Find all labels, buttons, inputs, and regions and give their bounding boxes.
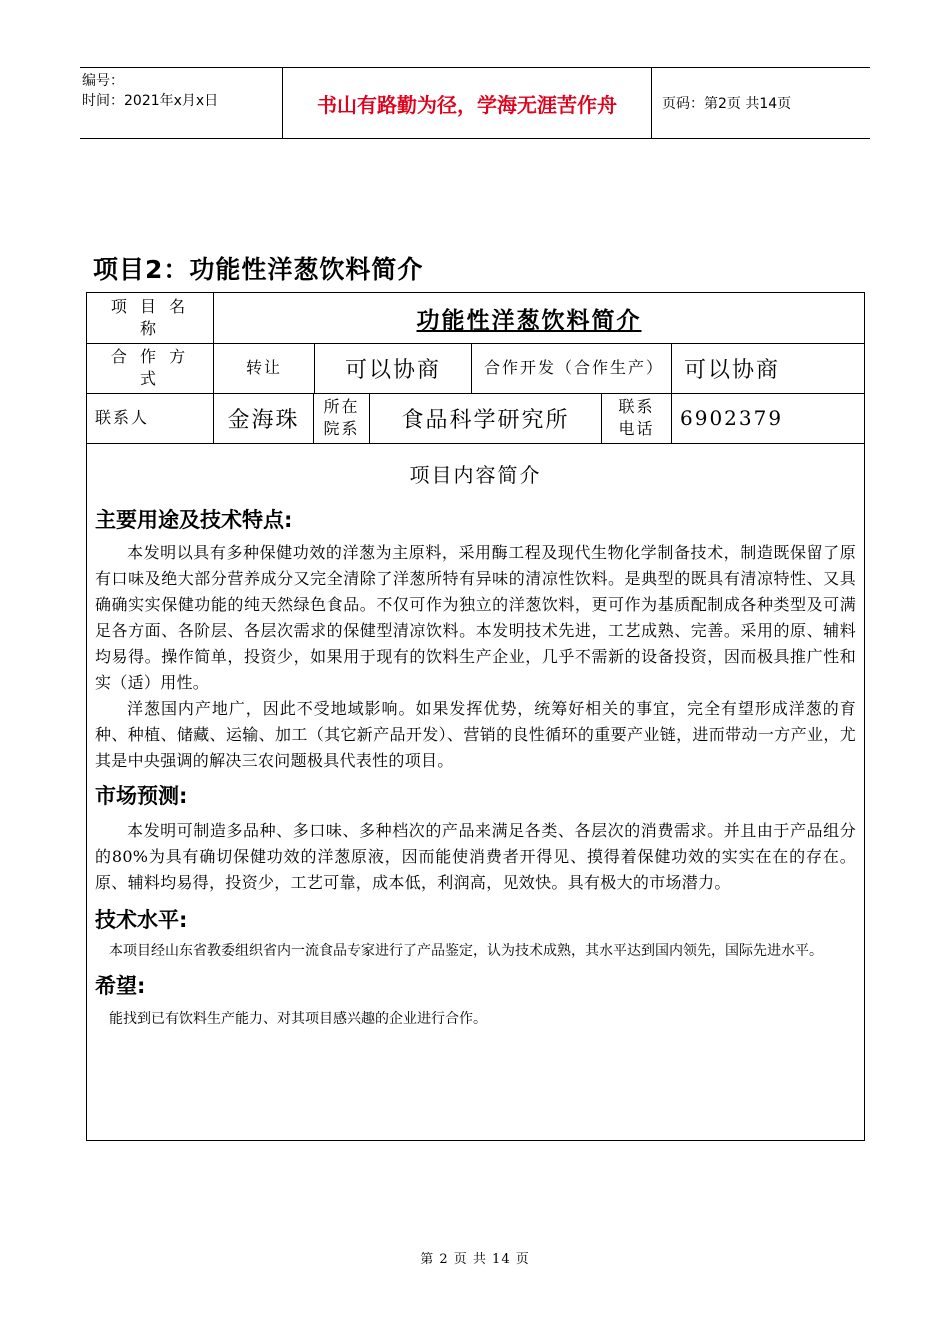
phone-label: 联系电话 [602,393,672,443]
section-heading: 市场预测: [95,784,188,808]
contact-label: 联系人 [87,393,214,443]
section-paragraph: 本发明可制造多品种、多口味、多种档次的产品来满足各类、各层次的消费需求。并且由于产品组分的80%为具有确切保健功效的洋葱原液，因而能使消费者开得见、摸得着保健功效的实实在在的存在。原、辅料均易得，投资少，工艺可靠，成本低，利润高，见效快。具有极大的市场潜力。 [95,821,856,892]
section-market [95,780,856,896]
document-number: 编号： [82,73,124,89]
joint-dev-label: 合作开发（合作生产） [472,343,672,393]
document-date: 时间：2021年x月x日 [82,93,219,109]
header-page-code: 页码：第2页 共14页 [662,96,792,112]
page-footer: 第 2 页 共 14 页 [420,1252,530,1267]
contact-value: 金海珠 [214,393,314,443]
project-title: 项目2：功能性洋葱饮料简介 [93,255,424,284]
project-table [86,292,865,1141]
section-paragraph: 能找到已有饮料生产能力、对其项目感兴趣的企业进行合作。 [109,1011,487,1027]
joint-dev-value: 可以协商 [684,357,781,383]
header-meta [80,68,282,138]
section-technology [95,904,856,964]
project-content [87,443,864,1140]
section-heading: 主要用途及技术特点: [95,508,293,532]
project-name-value-cell [214,293,864,343]
section-paragraph: 本项目经山东省教委组织省内一流食品专家进行了产品鉴定，认为技术成熟，其水平达到国内领先，国际先进水平。 [109,943,823,959]
section-heading: 技术水平: [95,908,188,932]
project-name-row [87,293,864,344]
transfer-label: 转让 [214,343,315,393]
section-heading: 希望: [95,974,146,998]
cooperation-label: 合 作 方 式 [87,343,214,393]
project-name-label: 项 目 名 称 [87,293,214,343]
page-header [80,67,870,139]
section-paragraph: 本发明以具有多种保健功效的洋葱为主原料，采用酶工程及现代生物化学制备技术，制造既保留了原有口味及绝大部分营养成分又完全清除了洋葱所特有异味的清凉性饮料。是典型的既具有清凉特性、又具确确实实保健功能的纯天然绿色食品。不仅可作为独立的洋葱饮料，更可作为基质配制成各种类型及可满足各方面、各阶层、各层次需求的保健型清凉饮料。本发明技术先进，工艺成熟、完善。采用的原、辅料均易得。操作简单，投资少，如果用于现有的饮料生产企业，几乎不需新的设备投资，因而极具推广性和实（适）用性。 [95,543,856,692]
project-name-value: 功能性洋葱饮料简介 [416,307,642,334]
cooperation-row [87,343,864,394]
section-paragraph: 洋葱国内产地广，因此不受地域影响。如果发挥优势，统筹好相关的事宜，完全有望形成洋葱的育种、种植、储藏、运输、加工（其它新产品开发）、营销的良性循环的重要产业链，进而带动一方产业，尤其是中央强调的解决三农问题极具代表性的项目。 [95,699,856,770]
content-title: 项目内容简介 [409,463,542,487]
contact-row [87,393,864,444]
department-label: 所在院系 [314,393,370,443]
section-hope [95,970,856,1032]
department-value: 食品科学研究所 [370,393,602,443]
transfer-value: 可以协商 [315,343,472,393]
header-motto: 书山有路勤为径，学海无涯苦作舟 [282,68,652,138]
phone-value: 6902379 [680,406,784,430]
section-usage [95,504,856,774]
